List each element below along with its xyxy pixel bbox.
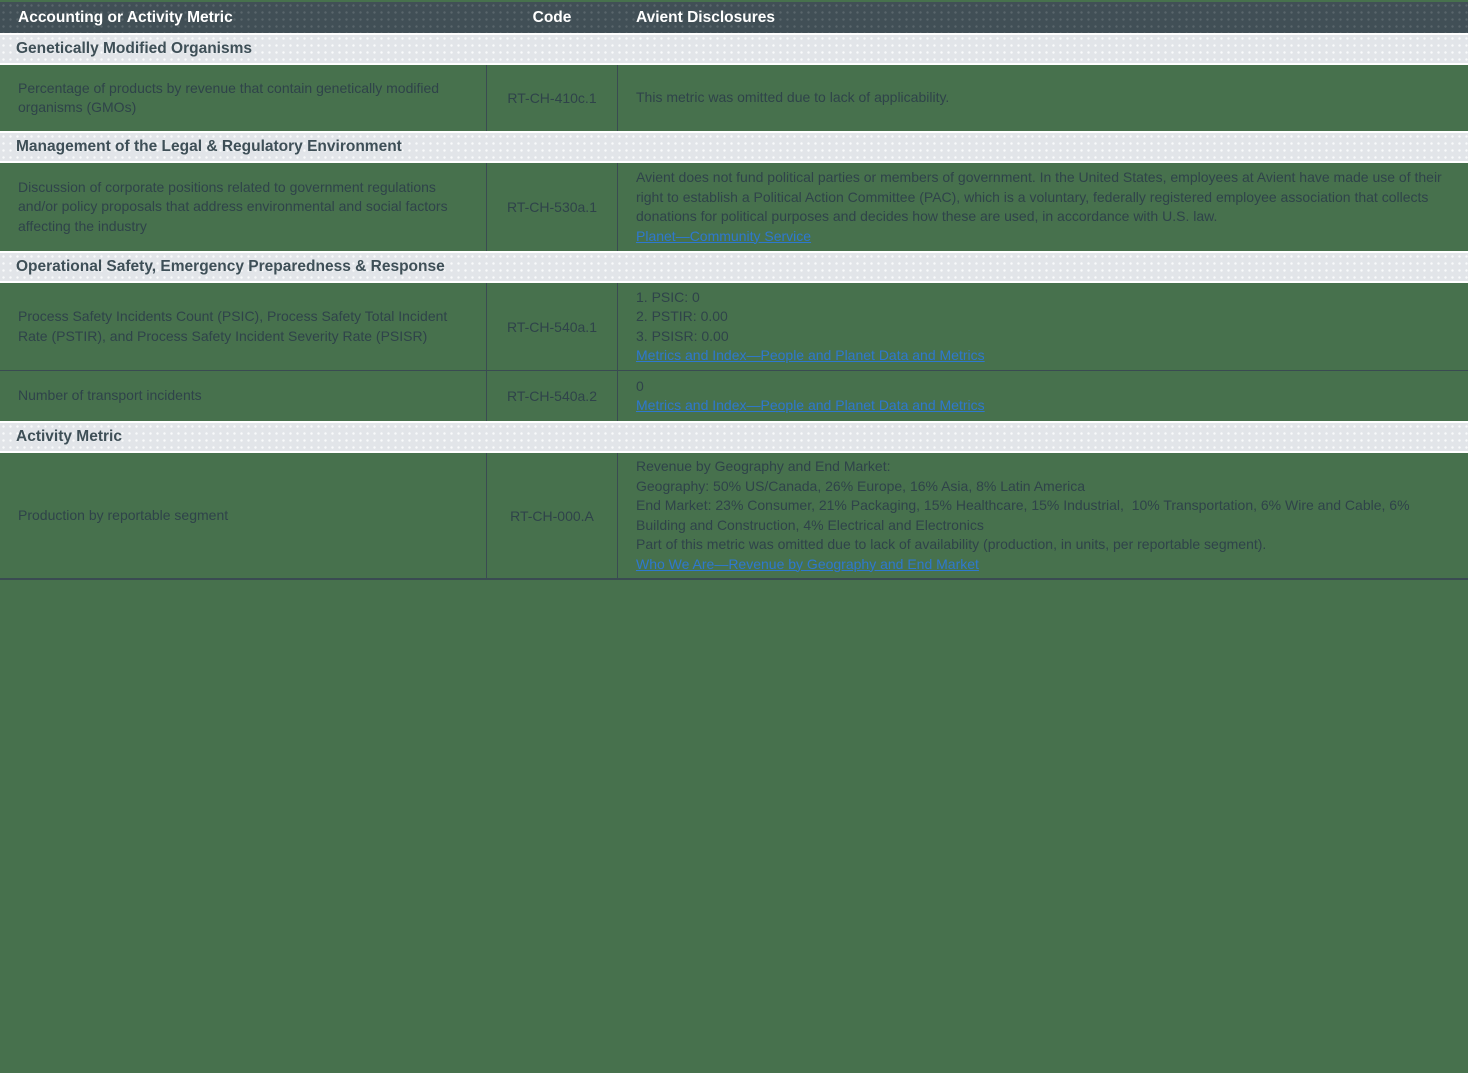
metric-text: Discussion of corporate positions related to government regulations and/or policy proposals that address environmental and social factors affecting the industry	[18, 178, 452, 234]
disclosure-text: 1. PSIC: 0	[636, 288, 700, 305]
disclosure-cell	[618, 283, 1468, 370]
disclosure-text: Geography: 50% US/Canada, 26% Europe, 16% Asia, 8% Latin America	[636, 477, 1086, 494]
section-title: Genetically Modified Organisms	[16, 40, 253, 57]
disclosure-text: 2. PSTIR: 0.00	[636, 308, 728, 324]
metric-cell	[0, 283, 486, 370]
table-section	[0, 421, 1468, 580]
code-cell	[486, 371, 618, 421]
section-header	[0, 131, 1468, 163]
code-cell	[486, 163, 618, 251]
code-text: RT-CH-540a.2	[506, 388, 597, 404]
metric-cell	[0, 65, 486, 131]
disclosure-table	[0, 2, 1468, 580]
section-header	[0, 421, 1468, 453]
disclosure-link[interactable]: Planet—Community Service	[636, 227, 812, 244]
table-row	[0, 163, 1468, 251]
table-header-row	[0, 2, 1468, 33]
column-header-metric: Accounting or Activity Metric	[18, 8, 233, 26]
metric-cell	[0, 453, 486, 578]
disclosure-link[interactable]: Metrics and Index—People and Planet Data and Metrics	[636, 397, 985, 413]
disclosure-cell	[618, 65, 1468, 131]
column-header-disclosures: Avient Disclosures	[636, 8, 775, 26]
table-section	[0, 33, 1468, 131]
metric-text: Production by reportable segment	[18, 506, 229, 523]
disclosure-text: Revenue by Geography and End Market:	[636, 458, 891, 474]
table-row	[0, 453, 1468, 580]
code-text: RT-CH-540a.1	[506, 318, 597, 335]
page-background-area	[0, 580, 1468, 1073]
column-header-code: Code	[532, 8, 572, 26]
section-title: Management of the Legal & Regulatory Environment	[16, 138, 402, 155]
metric-text: Percentage of products by revenue that contain genetically modified organisms (GMOs)	[18, 79, 443, 115]
table-section	[0, 251, 1468, 421]
code-text: RT-CH-410c.1	[507, 90, 597, 106]
disclosure-cell	[618, 163, 1468, 251]
disclosure-link[interactable]: Who We Are—Revenue by Geography and End Market	[636, 555, 979, 572]
section-header	[0, 33, 1468, 65]
table-row	[0, 283, 1468, 370]
section-title: Activity Metric	[16, 428, 122, 445]
metric-cell	[0, 163, 486, 251]
code-cell	[486, 453, 618, 578]
code-cell	[486, 65, 618, 131]
disclosure-cell	[618, 371, 1468, 421]
disclosure-text: 3. PSISR: 0.00	[636, 327, 729, 344]
disclosure-link[interactable]: Metrics and Index—People and Planet Data and Metrics	[636, 347, 985, 363]
disclosure-cell	[618, 453, 1468, 578]
table-row	[0, 370, 1468, 421]
disclosure-text: 0	[636, 377, 644, 394]
section-header	[0, 251, 1468, 283]
table-body	[0, 33, 1468, 580]
table-row	[0, 65, 1468, 131]
section-title: Operational Safety, Emergency Preparedness & Response	[16, 258, 445, 275]
disclosure-text: End Market: 23% Consumer, 21% Packaging, 15% Healthcare, 15% Industrial, 10% Transportation, 6% Wire and Cable, 6% Building and Construction, 4% Electrical and Electronics	[636, 497, 1414, 533]
disclosure-text: This metric was omitted due to lack of applicability.	[636, 89, 950, 106]
disclosure-text: Part of this metric was omitted due to lack of availability (production, in units, per reportable segment).	[636, 536, 1267, 552]
metric-cell	[0, 371, 486, 421]
disclosure-text: Avient does not fund political parties or members of government. In the United States, employees at Avient have made use of their right to establish a Political Action Committee (PAC), which is a voluntary, federally registered employee association that collects donations for political purposes and decides how these are used, in accordance with U.S. law.	[636, 169, 1446, 224]
table-section	[0, 131, 1468, 251]
code-cell	[486, 283, 618, 370]
code-text: RT-CH-000.A	[510, 507, 594, 524]
metric-text: Process Safety Incidents Count (PSIC), Process Safety Total Incident Rate (PSTIR), and Process Safety Incident Severity Rate (PSISR)	[18, 308, 452, 344]
metric-text: Number of transport incidents	[18, 387, 202, 404]
code-text: RT-CH-530a.1	[506, 199, 597, 215]
